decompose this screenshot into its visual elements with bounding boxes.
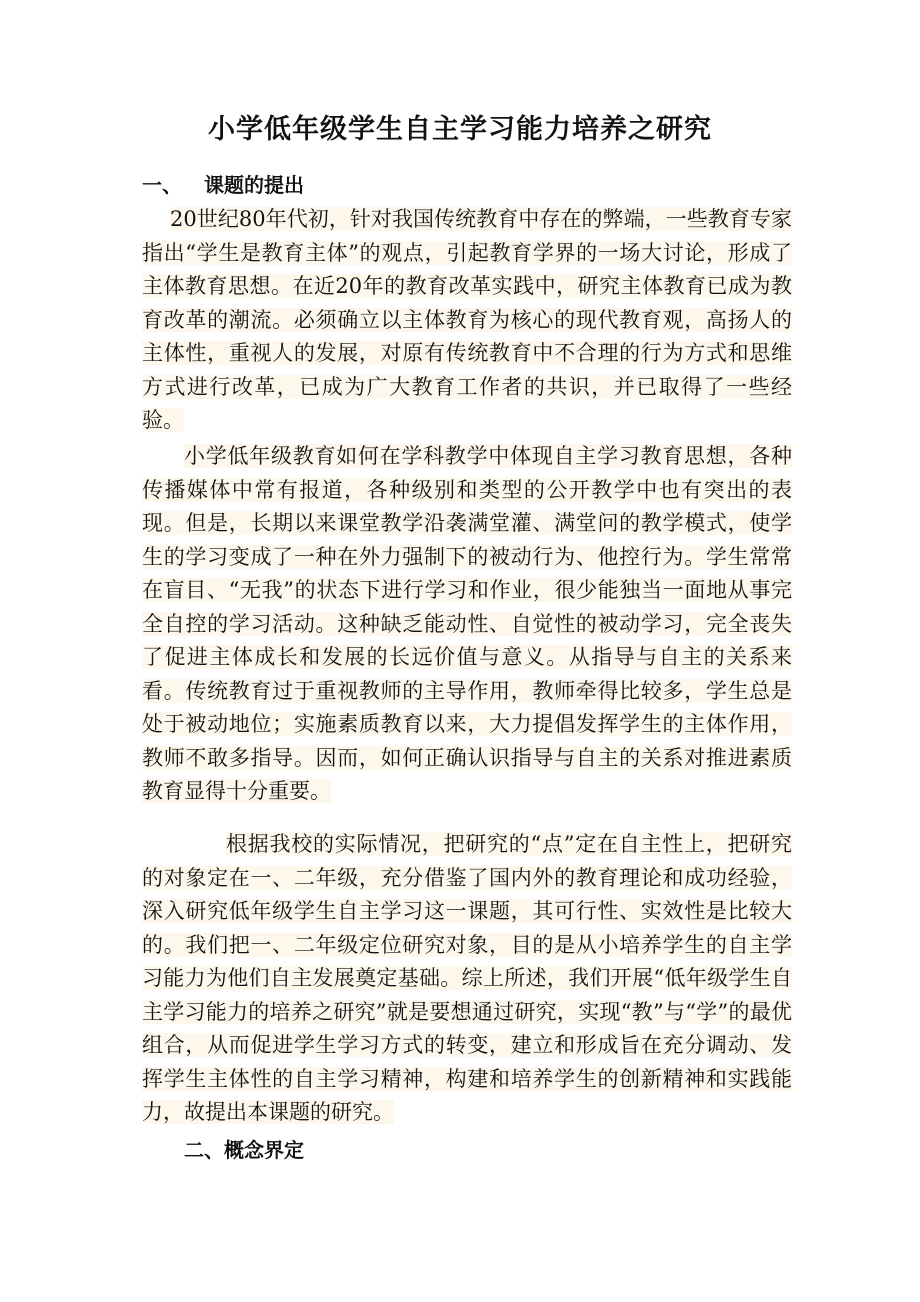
- paragraph-1: [142, 203, 792, 438]
- section-number: 一、: [142, 173, 182, 197]
- paragraph-2: [142, 440, 792, 809]
- section-label: 课题的提出: [204, 173, 304, 197]
- paragraph-2-text: 小学低年级教育如何在学科教学中体现自主学习教育思想，各种传播媒体中常有报道，各种级别和类型的公开教学中也有突出的表现。但是，长期以来课堂教学沿袭满堂灌、满堂问的教学模式，使学生的学习变成了一种在外力强制下的被动行为、他控行为。学生常常在盲目、“无我”的状态下进行学习和作业，很少能独当一面地从事完全自控的学习活动。这种缺乏能动性、自觉性的被动学习，完全丧失了促进主体成长和发展的长远价值与意义。从指导与自主的关系来看。传统教育过于重视教师的主导作用，教师牵得比较多，学生总是处于被动地位；实施素质教育以来，大力提倡发挥学生的主体作用，教师不敢多指导。因而，如何正确认识指导与自主的关系对推进素质教育显得十分重要。: [142, 444, 792, 803]
- section-heading-1: [142, 170, 304, 200]
- paragraph-3: [142, 828, 792, 1130]
- paragraph-1-text: 20世纪80年代初，针对我国传统教育中存在的弊端，一些教育专家指出“学生是教育主体”的观点，引起教育学界的一场大讨论，形成了主体教育思想。在近20年的教育改革实践中，研究主体教育已成为教育改革的潮流。必须确立以主体教育为核心的现代教育观，高扬人的主体性，重视人的发展，对原有传统教育中不合理的行为方式和思维方式进行改革，已成为广大教育工作者的共识，并已取得了一些经验。: [142, 207, 792, 432]
- document-title: 小学低年级学生自主学习能力培养之研究: [208, 114, 712, 145]
- paragraph-3-text: 根据我校的实际情况，把研究的“点”定在自主性上，把研究的对象定在一、二年级，充分借鉴了国内外的教育理论和成功经验，深入研究低年级学生自主学习这一课题，其可行性、实效性是比较大的。我们把一、二年级定位研究对象，目的是从小培养学生的自主学习能力为他们自主发展奠定基础。综上所述，我们开展“低年级学生自主学习能力的培养之研究”就是要想通过研究，实现“教”与“学”的最优组合，从而促进学生学习方式的转变，建立和形成旨在充分调动、发挥学生主体性的自主学习精神，构建和培养学生的创新精神和实践能力，故提出本课题的研究。: [142, 832, 792, 1124]
- section-heading-2: 二、概念界定: [184, 1138, 304, 1162]
